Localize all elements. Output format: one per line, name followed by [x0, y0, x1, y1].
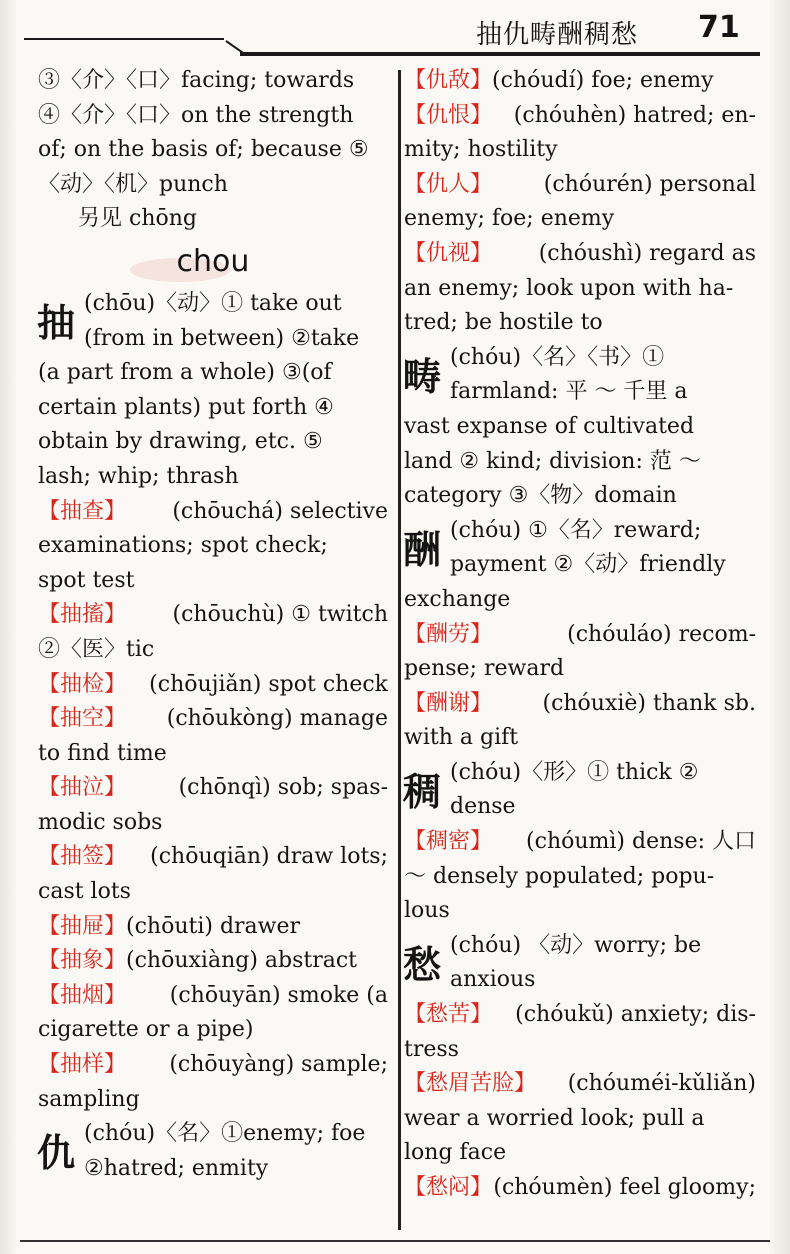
compound-word: 【愁闷】 — [404, 1175, 493, 1200]
compound-definition: (chóumì) dense: 人口 — [526, 829, 756, 855]
compound-entry — [404, 618, 756, 687]
compound-definition: (chōuchá) selective — [172, 498, 388, 524]
entry-line: (a part from a whole) ③(of — [38, 360, 332, 386]
entry-line: dense — [450, 794, 516, 820]
entry-line: of; on the basis of; because ⑤ — [38, 137, 369, 163]
entry-line: ②hatred; enmity — [84, 1155, 269, 1181]
compound-entry — [38, 979, 388, 1048]
compound-definition: (chōuyān) smoke (a — [169, 982, 388, 1008]
compound-definition: (chóuxiè) thank sb. — [542, 690, 756, 716]
compound-word: 【抽空】 — [38, 706, 127, 732]
entry-line: obtain by drawing, etc. ⑤ — [38, 429, 323, 455]
compound-definition: (chóudí) foe; enemy — [492, 68, 714, 93]
compound-word: 【仇人】 — [404, 171, 493, 197]
headword: 酬 — [402, 526, 441, 572]
entry-line: anxious — [450, 967, 536, 993]
headword: 稠 — [402, 768, 441, 814]
compound-definition: (chōuxiàng) abstract — [126, 948, 358, 974]
entry-line: tred; be hostile to — [404, 310, 603, 336]
entry-line: spot test — [38, 567, 135, 593]
entry-line: examinations; spot check; — [38, 533, 328, 559]
entry-line: sampling — [38, 1086, 140, 1112]
compound-definition: (chóuláo) recom- — [567, 621, 756, 647]
compound-definition: (chóukǔ) anxiety; dis- — [515, 1002, 756, 1028]
cross-reference: 另见 chōng — [78, 206, 197, 232]
entry-line: cigarette or a pipe) — [38, 1017, 254, 1043]
compound-word: 【抽烟】 — [38, 982, 127, 1008]
compound-entry — [404, 64, 756, 99]
headword: 畴 — [402, 353, 441, 399]
entry-line: lous — [404, 898, 450, 924]
headword: 抽 — [36, 299, 75, 345]
compound-word: 【抽检】 — [38, 671, 127, 697]
compound-entry — [38, 1048, 388, 1117]
section-heading: chou — [176, 243, 250, 279]
compound-entry — [38, 910, 388, 945]
compound-word: 【抽样】 — [38, 1052, 127, 1078]
entry-line: long face — [404, 1140, 507, 1166]
dictionary-entry — [38, 287, 388, 495]
dictionary-entry — [38, 1117, 388, 1186]
entry-line: pense; reward — [404, 656, 565, 682]
compound-definition: (chóuméi-kǔliǎn) — [567, 1071, 756, 1097]
page-bottom-rule — [20, 1240, 770, 1242]
entry-line: 〈动〉〈机〉punch — [38, 171, 228, 197]
entry-line: lash; whip; thrash — [38, 463, 239, 489]
compound-definition: (chōujiǎn) spot check — [149, 671, 388, 697]
entry-line: with a gift — [404, 725, 519, 751]
entry-line: cast lots — [38, 879, 131, 905]
compound-word: 【抽查】 — [38, 498, 127, 524]
compound-definition: (chōuti) drawer — [126, 913, 301, 939]
entry-line: ④〈介〉〈口〉on the strength — [38, 102, 354, 128]
compound-entry — [38, 840, 388, 909]
entry-line: mity; hostility — [404, 137, 558, 163]
entry-line: (chóu)〈名〉①enemy; foe — [84, 1121, 366, 1147]
entry-line: land ② kind; division: 范 ～ — [404, 448, 701, 474]
compound-word: 【酬谢】 — [404, 690, 493, 716]
page-number: 71 — [698, 10, 740, 45]
entry-line: (chóu) ①〈名〉reward; — [450, 517, 702, 543]
column-divider — [398, 70, 401, 1230]
entry-line: wear a worried look; pull a — [404, 1105, 705, 1131]
entry-line: (chóu) 〈动〉worry; be — [450, 932, 702, 958]
right-column — [404, 64, 756, 1206]
compound-entry — [404, 1171, 756, 1206]
compound-word: 【酬劳】 — [404, 621, 493, 647]
compound-entry — [38, 702, 388, 771]
compound-word: 【仇敌】 — [404, 68, 493, 93]
entry-line: payment ②〈动〉friendly — [450, 552, 726, 578]
compound-definition: (chōuyàng) sample; — [169, 1052, 388, 1078]
compound-definition: (chóuhèn) hatred; en- — [513, 102, 756, 128]
entry-line: ②〈医〉tic — [38, 636, 155, 662]
compound-entry — [38, 668, 388, 703]
compound-entry — [404, 237, 756, 341]
compound-entry — [404, 1067, 756, 1171]
left-column — [38, 64, 388, 1186]
compound-definition: (chōuqiān) draw lots; — [150, 844, 388, 870]
entry-line: (chōu)〈动〉① take out — [84, 290, 342, 316]
entry-line: tress — [404, 1036, 459, 1062]
dictionary-entry — [404, 929, 756, 998]
compound-definition: (chōuchù) ① twitch — [172, 602, 388, 628]
header-rule-thick — [240, 52, 760, 56]
page-edge-right — [770, 0, 790, 1254]
compound-entry — [404, 168, 756, 237]
compound-word: 【愁眉苦脸】 — [404, 1071, 537, 1097]
header-rule — [24, 38, 224, 40]
dictionary-entry — [404, 756, 756, 825]
entry-line: category ③〈物〉domain — [404, 483, 677, 509]
dictionary-entry — [404, 341, 756, 514]
entry-line: modic sobs — [38, 809, 163, 835]
compound-definition: (chōukòng) manage — [166, 706, 388, 732]
entry-line: (chóu)〈形〉① thick ② — [450, 759, 699, 785]
headword: 仇 — [36, 1130, 75, 1176]
compound-word: 【稠密】 — [404, 829, 493, 855]
entry-line: exchange — [404, 586, 511, 612]
compound-entry — [404, 687, 756, 756]
entry-line: certain plants) put forth ④ — [38, 394, 334, 420]
compound-word: 【抽象】 — [38, 948, 127, 974]
entry-line: to find time — [38, 740, 167, 766]
compound-entry — [404, 99, 756, 168]
compound-definition: (chóurén) personal — [543, 171, 756, 197]
compound-word: 【抽签】 — [38, 844, 127, 870]
compound-word: 【抽屉】 — [38, 913, 127, 939]
compound-definition: (chóumèn) feel gloomy; — [493, 1175, 756, 1200]
compound-word: 【仇恨】 — [404, 102, 493, 128]
compound-entry — [38, 598, 388, 667]
compound-entry — [38, 771, 388, 840]
compound-word: 【愁苦】 — [404, 1002, 493, 1028]
compound-entry — [404, 998, 756, 1067]
entry-line: ③〈介〉〈口〉facing; towards — [38, 68, 355, 93]
entry-line: (from in between) ②take — [84, 325, 360, 351]
compound-word: 【抽搐】 — [38, 602, 127, 628]
compound-word: 【仇视】 — [404, 240, 493, 266]
headword: 愁 — [402, 941, 441, 987]
compound-definition: (chóushì) regard as — [538, 240, 756, 266]
compound-entry — [38, 495, 388, 599]
compound-definition: (chōnqì) sob; spas- — [178, 775, 388, 801]
entry-line: an enemy; look upon with ha- — [404, 275, 734, 301]
entry-line: vast expanse of cultivated — [404, 413, 695, 439]
entry-line: enemy; foe; enemy — [404, 206, 615, 232]
compound-entry — [38, 944, 388, 979]
entry-line: (chóu)〈名〉〈书〉① — [450, 344, 665, 370]
entry-line: farmland: 平 ～ 千里 a — [450, 379, 688, 405]
entry-line: ～ densely populated; popu- — [404, 863, 715, 889]
compound-word: 【抽泣】 — [38, 775, 127, 801]
compound-entry — [404, 825, 756, 929]
page-edge-left — [0, 0, 16, 1254]
header-guide-words: 抽仇畴酬稠愁 — [476, 20, 639, 50]
dictionary-entry — [404, 514, 756, 618]
page-header — [18, 0, 770, 70]
